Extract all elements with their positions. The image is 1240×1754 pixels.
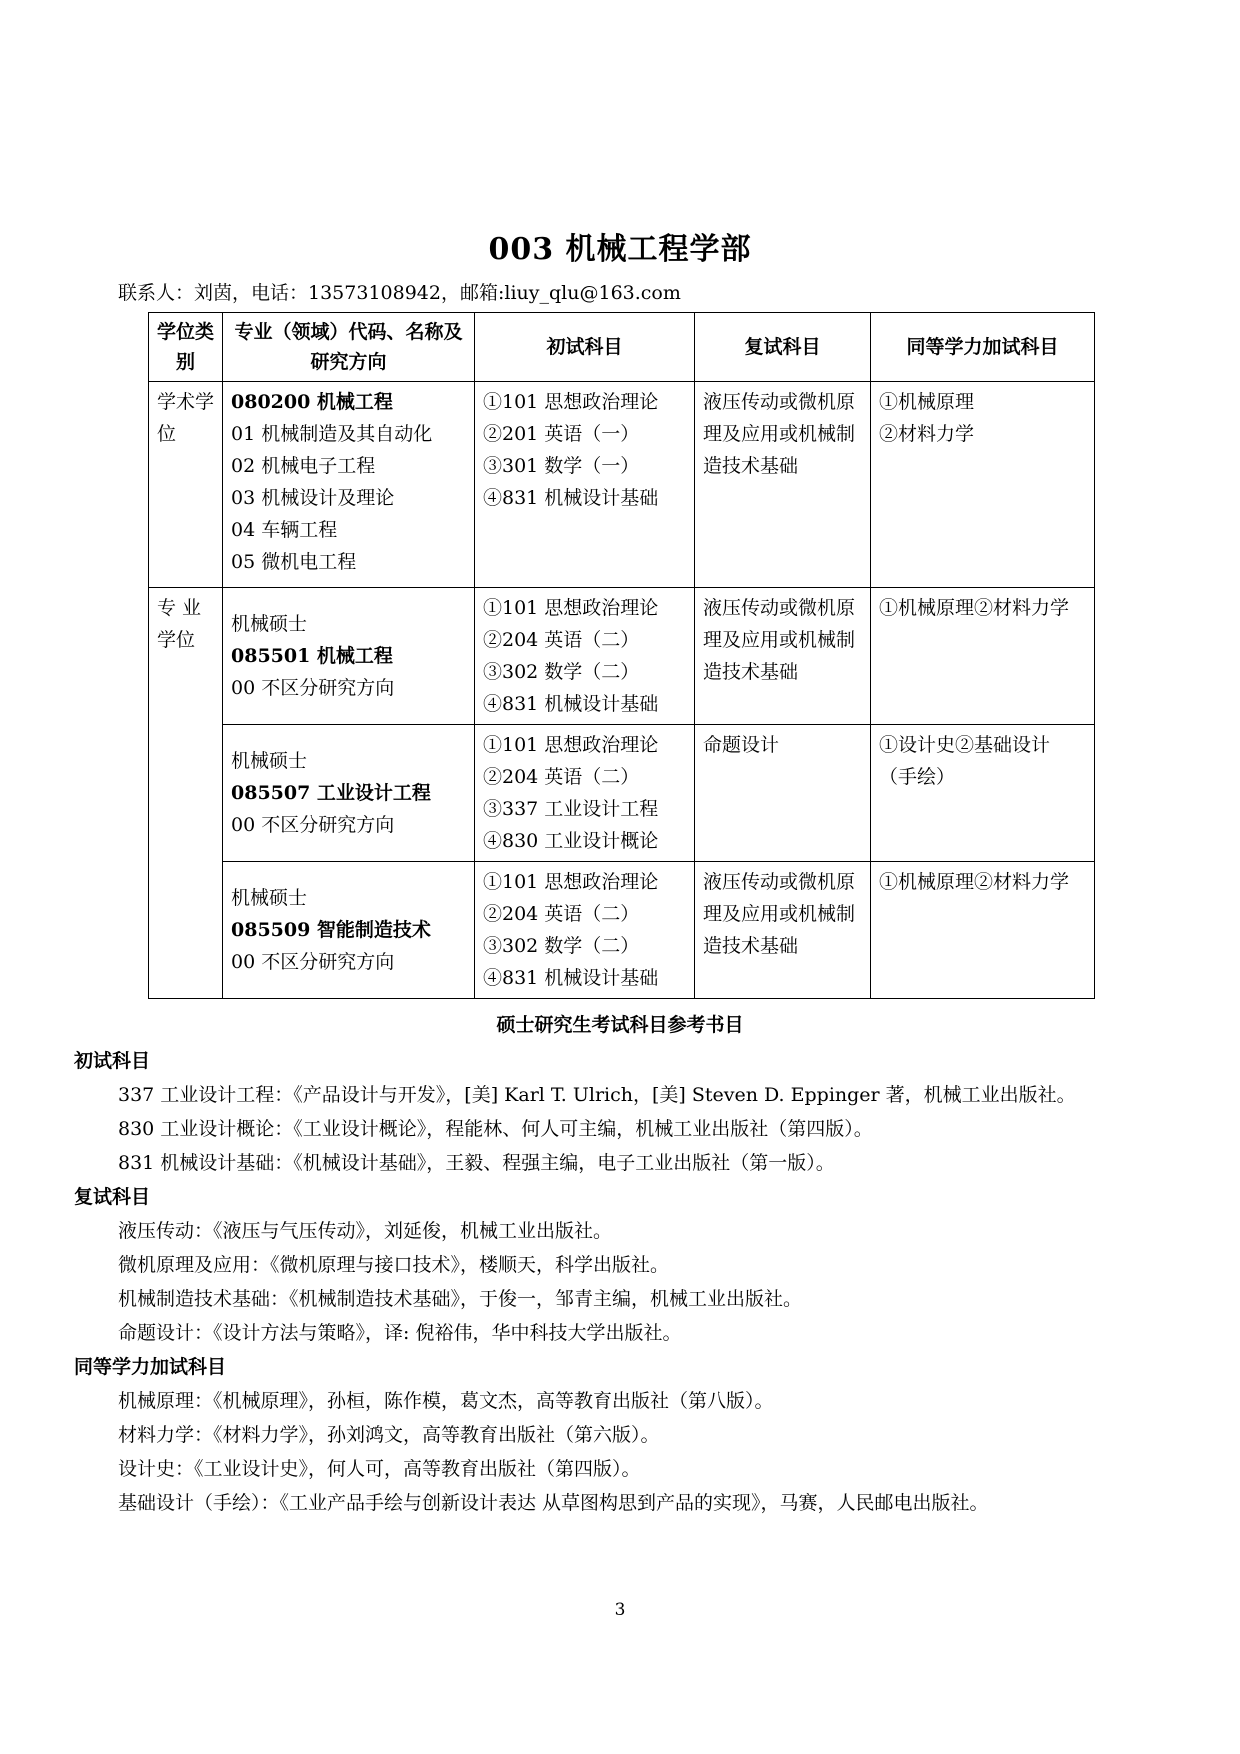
references-list (74, 1044, 1194, 1520)
exam-subject: ①101 思想政治理论 (483, 391, 659, 413)
reference-item: 材料力学：《材料力学》，孙刘鸿文，高等教育出版社（第六版）。 (118, 1424, 660, 1446)
reference-item: 基础设计（手绘）：《工业产品手绘与创新设计表达 从草图构思到产品的实现》，马赛，人民邮电出版社。 (118, 1492, 989, 1514)
exam-subject: ②204 英语（二） (483, 629, 640, 651)
exam-subject: ③301 数学（一） (483, 455, 640, 477)
research-direction: 02 机械电子工程 (231, 455, 376, 477)
extra-subject: ①机械原理 (879, 391, 975, 413)
exam-subject: ①101 思想政治理论 (483, 597, 659, 619)
degree-name: 机械硕士 (231, 750, 308, 772)
references-section-heading: 同等学力加试科目 (74, 1356, 227, 1378)
degree-category-cell: 专 业学位 (149, 588, 223, 999)
major-code: 085507 工业设计工程 (231, 782, 431, 804)
references-title: 硕士研究生考试科目参考书目 (496, 1014, 744, 1036)
degree-category-cell: 学术学位 (149, 382, 223, 588)
table-row (149, 862, 1095, 999)
program-table (148, 312, 1095, 999)
reference-item: 液压传动：《液压与气压传动》，刘延俊，机械工业出版社。 (118, 1220, 613, 1242)
research-direction: 00 不区分研究方向 (231, 677, 395, 699)
reference-item: 机械制造技术基础：《机械制造技术基础》，于俊一，邹青主编，机械工业出版社。 (118, 1288, 803, 1310)
references-section-heading: 复试科目 (74, 1186, 151, 1208)
major-code: 085501 机械工程 (231, 645, 393, 667)
initial-exam-cell (475, 862, 695, 999)
extra-subject: ②材料力学 (879, 423, 975, 445)
major-code: 085509 智能制造技术 (231, 919, 431, 941)
major-cell (223, 588, 475, 725)
reference-item: 微机原理及应用：《微机原理与接口技术》，楼顺天，科学出版社。 (118, 1254, 670, 1276)
research-direction: 01 机械制造及其自动化 (231, 423, 433, 445)
exam-subject: ④830 工业设计概论 (483, 830, 659, 852)
research-direction: 04 车辆工程 (231, 519, 338, 541)
header-extra-exam: 同等学力加试科目 (871, 313, 1095, 382)
retest-cell: 液压传动或微机原理及应用或机械制造技术基础 (695, 382, 871, 588)
header-retest: 复试科目 (695, 313, 871, 382)
degree-name: 机械硕士 (231, 887, 308, 909)
major-cell (223, 862, 475, 999)
extra-exam-cell: ①设计史②基础设计（手绘） (871, 725, 1095, 862)
exam-subject: ③302 数学（二） (483, 661, 640, 683)
reference-item: 830 工业设计概论：《工业设计概论》，程能林、何人可主编，机械工业出版社（第四版）。 (118, 1118, 873, 1140)
initial-exam-cell (475, 382, 695, 588)
research-direction: 05 微机电工程 (231, 551, 357, 573)
header-initial-exam: 初试科目 (475, 313, 695, 382)
reference-item: 命题设计：《设计方法与策略》，译: 倪裕伟，华中科技大学出版社。 (118, 1322, 682, 1344)
exam-subject: ②204 英语（二） (483, 903, 640, 925)
initial-exam-cell (475, 588, 695, 725)
exam-subject: ④831 机械设计基础 (483, 487, 659, 509)
research-direction: 00 不区分研究方向 (231, 951, 395, 973)
research-direction: 03 机械设计及理论 (231, 487, 395, 509)
research-direction: 00 不区分研究方向 (231, 814, 395, 836)
table-row (149, 588, 1095, 725)
retest-cell: 液压传动或微机原理及应用或机械制造技术基础 (695, 862, 871, 999)
reference-item: 机械原理：《机械原理》，孙桓，陈作模，葛文杰，高等教育出版社（第八版）。 (118, 1390, 774, 1412)
table-row (149, 725, 1095, 862)
extra-exam-cell: ①机械原理②材料力学 (871, 862, 1095, 999)
reference-item: 337 工业设计工程：《产品设计与开发》，[美] Karl T. Ulrich，[美] Steven D. Eppinger 著，机械工业出版社。 (118, 1084, 1076, 1106)
reference-item: 831 机械设计基础：《机械设计基础》，王毅、程强主编，电子工业出版社（第一版）。 (118, 1152, 835, 1174)
major-code: 080200 机械工程 (231, 391, 393, 413)
table-row (149, 382, 1095, 588)
exam-subject: ③302 数学（二） (483, 935, 640, 957)
reference-item: 设计史：《工业设计史》，何人可，高等教育出版社（第四版）。 (118, 1458, 641, 1480)
exam-subject: ①101 思想政治理论 (483, 734, 659, 756)
major-cell (223, 382, 475, 588)
contact-info: 联系人：刘茵，电话：13573108942，邮箱:liuy_qlu@163.com (118, 282, 681, 304)
header-degree-type: 学位类别 (149, 313, 223, 382)
retest-cell: 液压传动或微机原理及应用或机械制造技术基础 (695, 588, 871, 725)
exam-subject: ①101 思想政治理论 (483, 871, 659, 893)
initial-exam-cell (475, 725, 695, 862)
extra-exam-cell (871, 382, 1095, 588)
retest-cell: 命题设计 (695, 725, 871, 862)
header-major: 专业（领域）代码、名称及研究方向 (223, 313, 475, 382)
extra-exam-cell: ①机械原理②材料力学 (871, 588, 1095, 725)
exam-subject: ④831 机械设计基础 (483, 693, 659, 715)
exam-subject: ②201 英语（一） (483, 423, 640, 445)
exam-subject: ②204 英语（二） (483, 766, 640, 788)
exam-subject: ④831 机械设计基础 (483, 967, 659, 989)
major-cell (223, 725, 475, 862)
page-number: 3 (614, 1600, 626, 1620)
page-title: 003 机械工程学部 (488, 232, 752, 267)
exam-subject: ③337 工业设计工程 (483, 798, 659, 820)
references-section-heading: 初试科目 (74, 1050, 151, 1072)
table-header-row (149, 313, 1095, 382)
degree-name: 机械硕士 (231, 613, 308, 635)
